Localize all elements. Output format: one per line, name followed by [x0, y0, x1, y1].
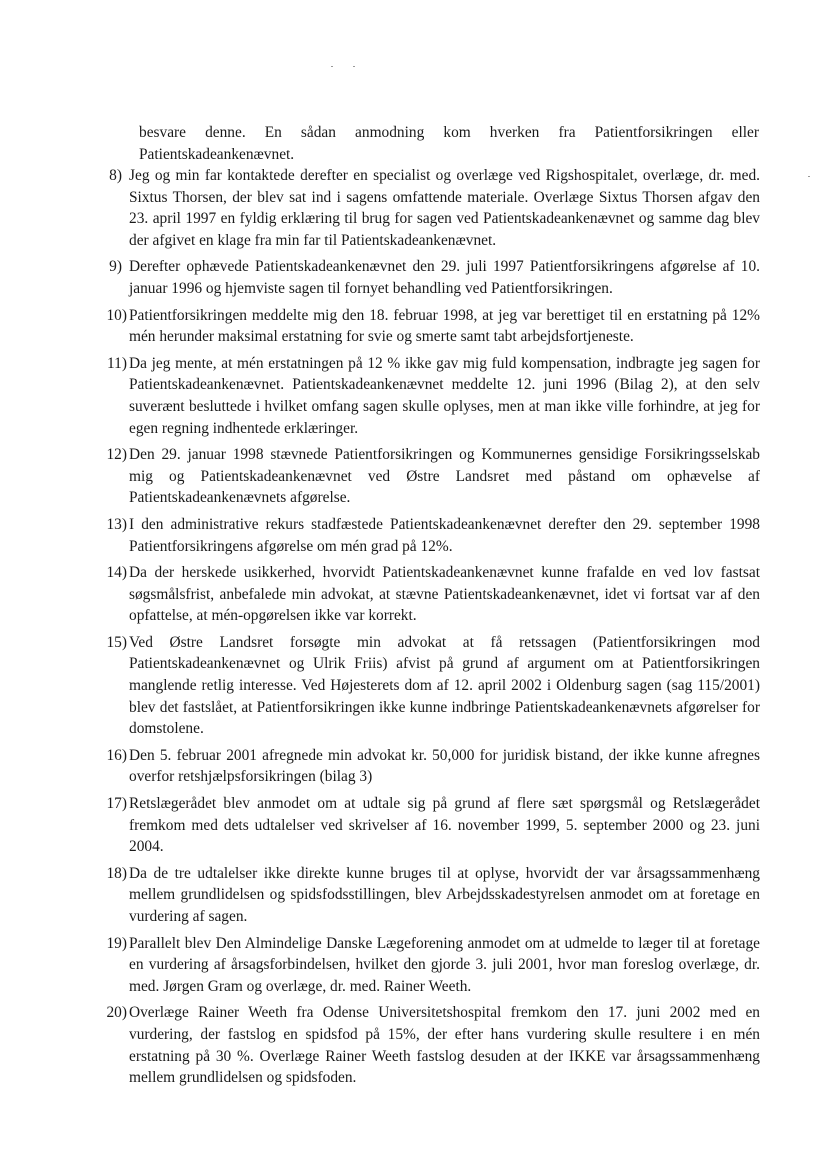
item-text: I den administrative rekurs stadfæstede Patientskadeankenævnet derefter den 29. september 1998 Patientforsikringens afgørelse om mén grad på 12%. — [129, 515, 760, 555]
item-text: Parallelt blev Den Almindelige Danske Lægeforening anmodet om at udmelde to læger til at foretage en vurdering af årsagsforbindelsen, hvilket den gjorde 3. juli 2001, hvor man foreslog overlæge, dr. med. Jørgen Gram og overlæge, dr. med. Rainer Weeth. — [129, 934, 760, 995]
item-number: 13) — [106, 515, 127, 533]
list-item — [95, 256, 760, 299]
list-item — [95, 444, 760, 509]
item-text: Derefter ophævede Patientskadeankenævnet den 29. juli 1997 Patientforsikringens afgørelse af 10. januar 1996 og hjemviste sagen til fornyet behandling ved Patientforsikringen. — [129, 258, 760, 297]
item-text: Retslægerådet blev anmodet om at udtale sig på grund af flere sæt spørgsmål og Retslægerådet fremkom med dets udtalelser ved skrivelser af 16. november 1999, 5. september 2000 og 23. juni 2004. — [129, 795, 760, 856]
item-text: Da de tre udtalelser ikke direkte kunne bruges til at oplyse, hvorvidt der var årsagssammenhæng mellem grundlidelsen og spidsfodsstillingen, blev Arbejdsskadestyrelsen anmodet om at foretage en vurdering af sagen. — [129, 864, 760, 925]
item-number: 20) — [106, 1004, 127, 1022]
intro-paragraph: besvare denne. En sådan anmodning kom hverken fra Patientforsikringen eller Patientskadeankenævnet. — [139, 124, 759, 163]
list-item — [95, 632, 760, 740]
item-text: Den 29. januar 1998 stævnede Patientforsikringen og Kommunernes gensidige Forsikringsselskab mig og Patientskadeankenævnet ved Østre Landsret med påstand om ophævelse af Patientskadeankenævnets afgørelse. — [129, 446, 760, 507]
item-number: 19) — [106, 934, 127, 952]
item-number: 11) — [107, 354, 127, 372]
list-item — [95, 305, 760, 348]
item-text: Da jeg mente, at mén erstatningen på 12 % ikke gav mig fuld kompensation, indbragte jeg sagen for Patientskadeankenævnet. Patientskadeankenævnet meddelte 12. juni 1996 (Bilag 2), at den selv suverænt besluttede i hvilket omfang sagen skulle oplyses, men at man ikke ville forhindre, at jeg for egen regning indhentede erklæringer. — [129, 354, 760, 437]
numbered-list — [95, 165, 760, 1094]
item-number: 15) — [106, 633, 127, 651]
item-number: 9) — [109, 258, 122, 276]
scan-artifact — [331, 66, 333, 67]
list-item — [95, 863, 760, 928]
scan-artifact — [808, 176, 810, 177]
item-text: Jeg og min far kontaktede derefter en specialist og overlæge ved Rigshospitalet, overlæge, dr. med. Sixtus Thorsen, der blev sat ind i sagens omfattende materiale. Overlæge Sixtus Thorsen afgav den 23. april 1997 en fyldig erklæring til brug for sagen ved Patientskadeankenævnet og samme dag blev der afgivet en klage fra min far til Patientskadeankenævnet. — [129, 167, 760, 249]
scan-artifact — [353, 66, 355, 67]
item-text: Da der herskede usikkerhed, hvorvidt Patientskadeankenævnet kunne frafalde en ved lov fastsat søgsmålsfrist, anbefalede min advokat, at stævne Patientskadeankenævnet, idet vi fortsat var af den opfattelse, at mén-opgørelsen ikke var korrekt. — [129, 564, 760, 625]
item-text: Ved Østre Landsret forsøgte min advokat at få retssagen (Patientforsikringen mod Patientskadeankenævnet og Ulrik Friis) afvist på grund af argument om at Patientforsikringen manglende retlig interesse. Ved Højesterets dom af 12. april 2002 i Oldenburg sagen (sag 115/2001) blev det fastslået, at Patientforsikringen ikke kunne indbringe Patientskadeankenævnets afgørelser for domstolene. — [129, 633, 760, 738]
item-number: 8) — [109, 167, 122, 184]
list-item — [95, 514, 760, 557]
item-number: 14) — [106, 564, 127, 582]
list-item — [95, 562, 760, 627]
item-number: 12) — [106, 446, 127, 464]
item-text: Patientforsikringen meddelte mig den 18. februar 1998, at jeg var berettiget til en erstatning på 12% mén herunder maksimal erstatning for svie og smerte samt tabt arbejdsfortjeneste. — [129, 306, 760, 346]
list-item — [95, 933, 760, 998]
item-number: 16) — [106, 746, 127, 764]
item-text: Overlæge Rainer Weeth fra Odense Universitetshospital fremkom den 17. juni 2002 med en vurdering, der fastslog en spidsfod på 15%, der efter hans vurdering skulle resultere i en mén erstatning på 30 %. Overlæge Rainer Weeth fastslog desuden at der IKKE var årsagssammenhæng mellem grundlidelsen og spidsfoden. — [129, 1004, 760, 1087]
list-item — [95, 165, 760, 251]
item-text: Den 5. februar 2001 afregnede min advokat kr. 50,000 for juridisk bistand, der ikke kunne afregnes overfor retshjælpsforsikringen (bilag 3) — [129, 746, 760, 786]
list-item — [95, 793, 760, 858]
list-item — [95, 353, 760, 439]
list-item — [95, 745, 760, 788]
item-number: 10) — [106, 306, 127, 324]
item-number: 17) — [106, 795, 127, 813]
item-number: 18) — [106, 864, 127, 882]
list-item — [95, 1002, 760, 1088]
